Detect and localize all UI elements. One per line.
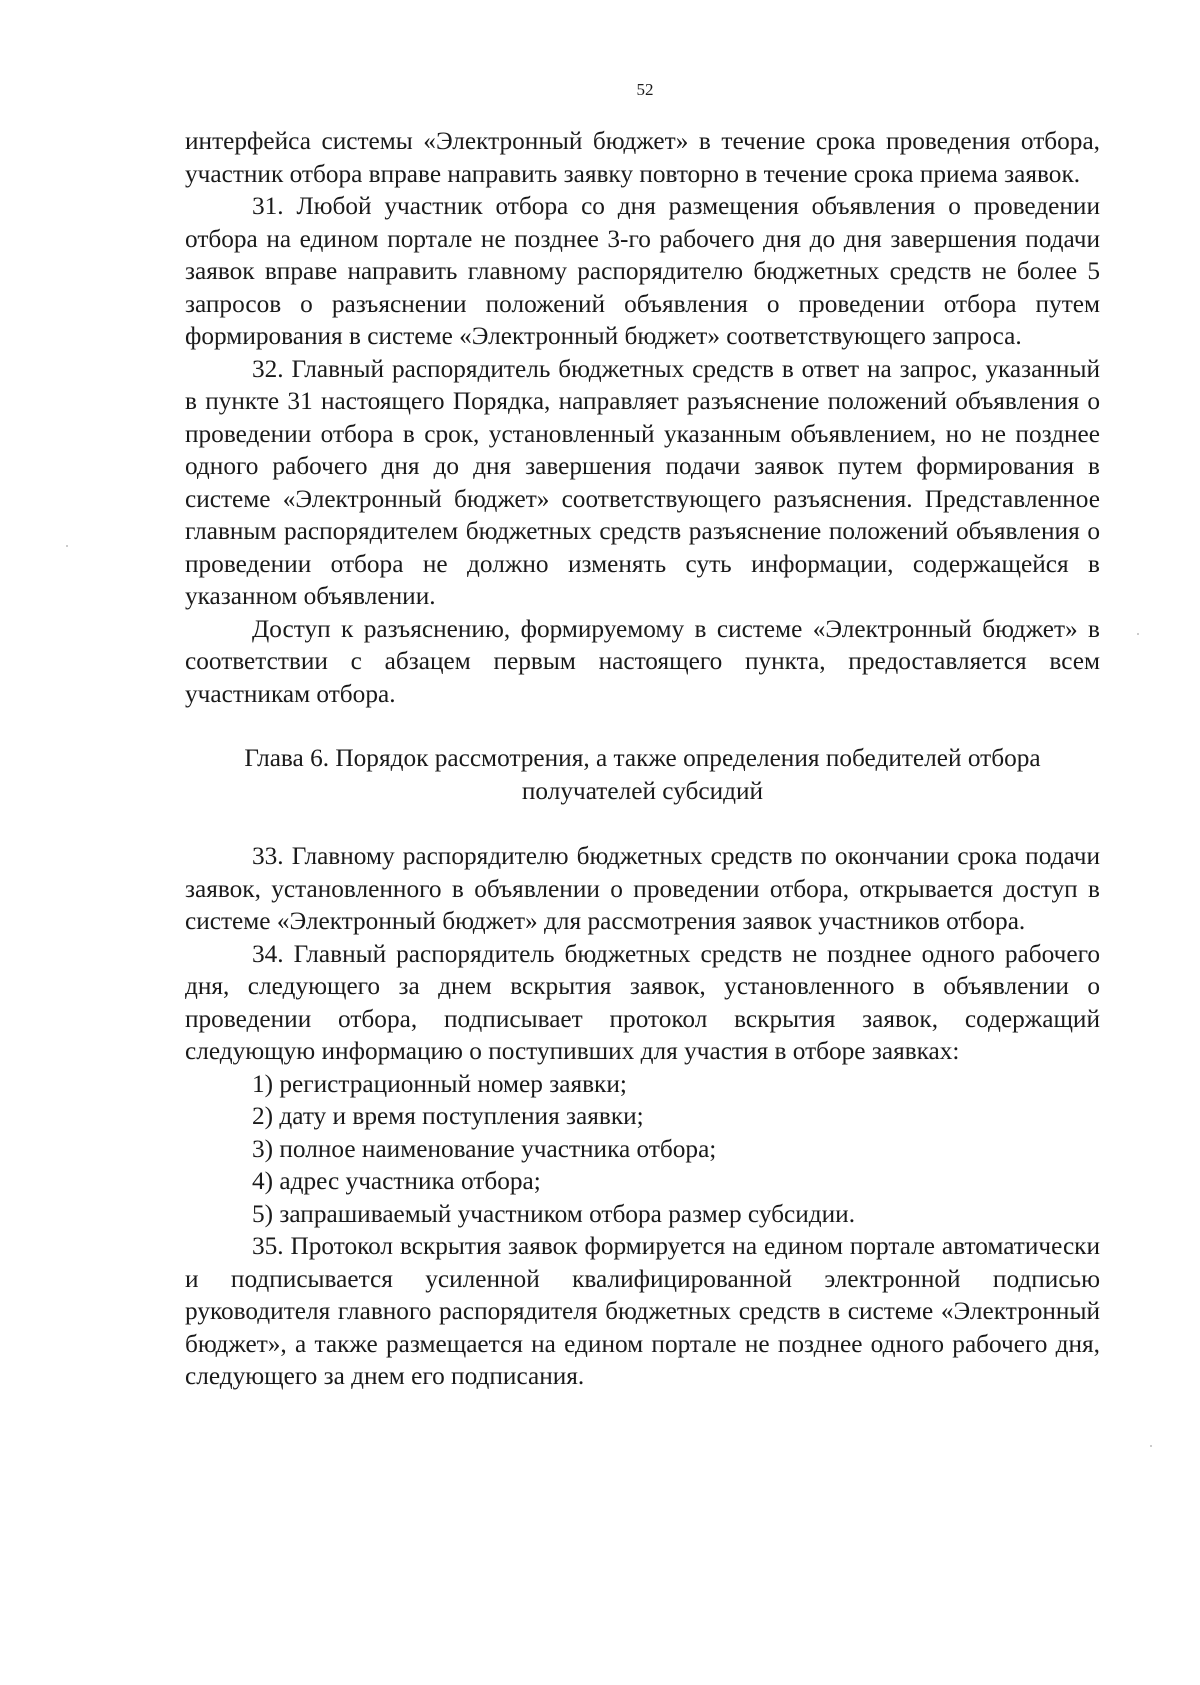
list-item: 1) регистрационный номер заявки; [252, 1069, 627, 1098]
chapter-heading-line-2: получателей субсидий [521, 776, 764, 805]
list-item: 2) дату и время поступления заявки; [252, 1102, 644, 1130]
page-number: 52 [636, 80, 654, 99]
list-item: 5) запрашиваемый участником отбора размер субсидии. [252, 1199, 856, 1228]
paragraph-35: 35. Протокол вскрытия заявок формируется на едином портале автоматически и подписывается усиленной квалифицированной электронной подписью руководителя главного распорядителя бюджетных средств в системе «Электронный бюджет», а также размещается на едином портале не позднее одного рабочего дня, следующего за днем его подписания. [185, 1232, 1100, 1390]
document-body [185, 125, 1100, 1393]
chapter-heading [185, 742, 1100, 807]
list-item: 3) полное наименование участника отбора; [252, 1134, 717, 1163]
paragraph-34: 34. Главный распорядитель бюджетных средств не позднее одного рабочего дня, следующего за днем вскрытия заявок, установленного в объявлении о проведении отбора, подписывает протокол вскрытия заявок, содержащий следующую информацию о поступивших для участия в отборе заявках: [185, 939, 1100, 1065]
paragraph-32-access: Доступ к разъяснению, формируемому в системе «Электронный бюджет» в соответствии с абзацем первым настоящего пункта, предоставляется всем участникам отбора. [185, 614, 1100, 708]
paragraph-continuation: интерфейса системы «Электронный бюджет» в течение срока проведения отбора, участник отбора вправе направить заявку повторно в течение срока приема заявок. [185, 127, 1100, 188]
list-item: 4) адрес участника отбора; [252, 1167, 541, 1195]
paragraph-33: 33. Главному распорядителю бюджетных средств по окончании срока подачи заявок, установленного в объявлении о проведении отбора, открывается доступ в системе «Электронный бюджет» для рассмотрения заявок участников отбора. [185, 842, 1100, 935]
paragraph-32: 32. Главный распорядитель бюджетных средств в ответ на запрос, указанный в пункте 31 настоящего Порядка, направляет разъяснение положений объявления о проведении отбора в срок, установленный указанным объявлением, но не позднее одного рабочего дня до дня завершения подачи заявок путем формирования в системе «Электронный бюджет» соответствующего разъяснения. Представленное главным распорядителем бюджетных средств разъяснение положений объявления о проведении отбора не должно изменять суть информации, содержащейся в указанном объявлении. [185, 354, 1100, 610]
scan-speck [66, 545, 68, 547]
paragraph-31: 31. Любой участник отбора со дня размещения объявления о проведении отбора на едином портале не позднее 3-го рабочего дня до дня завершения подачи заявок вправе направить главному распорядителю бюджетных средств не более 5 запросов о разъяснении положений объявления о проведении отбора путем формирования в системе «Электронный бюджет» соответствующего запроса. [185, 192, 1100, 350]
chapter-heading-line-1: Глава 6. Порядок рассмотрения, а также определения победителей отбора [244, 744, 1041, 772]
scan-speck [1137, 633, 1139, 635]
scan-speck [1150, 1445, 1152, 1447]
